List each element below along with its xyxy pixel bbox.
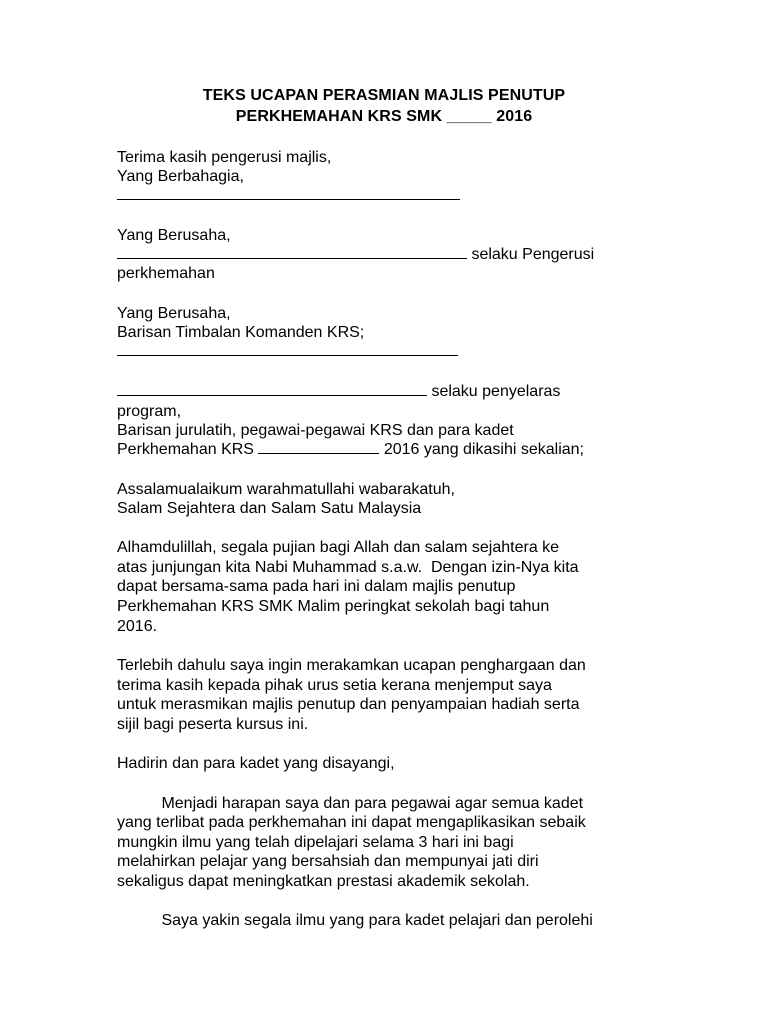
greeting-assalamualaikum: Assalamualaikum warahmatullahi wabarakatuh, [117,481,455,498]
salutation-yang-berbahagia: Yang Berbahagia, [117,168,244,185]
pengerusi-label: selaku Pengerusi [467,246,595,263]
blank-field [117,382,427,396]
blank-field [117,342,458,356]
paragraph-line: Terlebih dahulu saya ingin merakamkan ucapan penghargaan dan [117,657,586,674]
blank-field [117,186,460,200]
blank-field [258,440,379,454]
penyelaras-continuation: program, [117,403,182,420]
paragraph-line: Perkhemahan KRS SMK Malim peringkat sekolah bagi tahun [117,598,550,615]
perkhemahan-line [117,440,584,460]
penyelaras-line [117,382,560,402]
paragraph-line: Alhamdulillah, segala pujian bagi Allah dan salam sejahtera ke [117,539,560,556]
paragraph-line: terima kasih kepada pihak urus setia kerana menjemput saya [117,677,552,694]
paragraph-line: melahirkan pelajar yang bersahsiah dan mempunyai jati diri [117,853,539,870]
greeting-salam-sejahtera: Salam Sejahtera dan Salam Satu Malaysia [117,500,422,517]
document-title-line-2: PERKHEMAHAN KRS SMK _____ 2016 [235,108,533,125]
paragraph-line: untuk merasmikan majlis penutup dan penyampaian hadiah serta [117,696,580,713]
paragraph-line: dapat bersama-sama pada hari ini dalam majlis penutup [117,578,516,595]
paragraph-line: atas junjungan kita Nabi Muhammad s.a.w. Dengan izin-Nya kita [117,559,579,576]
penyelaras-label: selaku penyelaras [427,383,561,400]
pengerusi-line [117,245,594,265]
paragraph-line: yang terlibat pada perkhemahan ini dapat mengaplikasikan sebaik [117,814,586,831]
salutation-yang-berusaha-2: Yang Berusaha, [117,305,231,322]
blank-field [117,245,467,259]
document-title-line-1: TEKS UCAPAN PERASMIAN MAJLIS PENUTUP [202,87,566,104]
perkhemahan-year: 2016 yang dikasihi sekalian; [379,441,584,458]
paragraph-line: mungkin ilmu yang telah dipelajari selama 3 hari ini bagi [117,834,514,851]
salutation-yang-berusaha-1: Yang Berusaha, [117,227,231,244]
paragraph-line: 2016. [117,618,158,635]
paragraph-line: Menjadi harapan saya dan para pegawai agar semua kadet [117,795,584,812]
blank-komanden-line [117,342,458,362]
pengerusi-continuation: perkhemahan [117,265,215,282]
salutation-chairperson: Terima kasih pengerusi majlis, [117,149,332,166]
perkhemahan-label: Perkhemahan KRS [117,441,259,458]
address-hadirin: Hadirin dan para kadet yang disayangi, [117,755,395,772]
paragraph-line: sijil bagi peserta kursus ini. [117,716,309,733]
paragraph-line: sekaligus dapat meningkatkan prestasi akademik sekolah. [117,873,530,890]
salutation-timbalan-komanden: Barisan Timbalan Komanden KRS; [117,324,365,341]
blank-name-line [117,186,460,206]
salutation-jurulatih: Barisan jurulatih, pegawai-pegawai KRS dan para kadet [117,422,514,439]
paragraph-line: Saya yakin segala ilmu yang para kadet pelajari dan perolehi [117,912,593,929]
